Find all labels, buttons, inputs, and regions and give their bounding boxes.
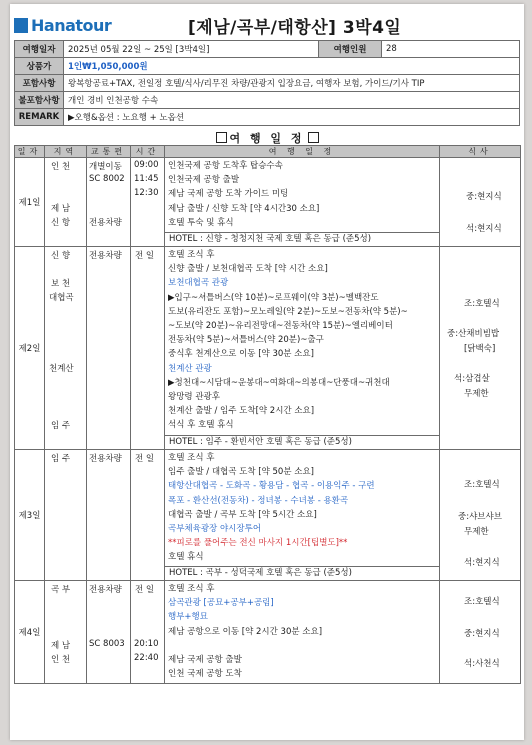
header-transport: 교통편 (87, 146, 131, 158)
remark-value: ▶오행&옵션 : 노요행 + 노옵션 (64, 109, 520, 126)
header-day: 일자 (15, 146, 45, 158)
transport-label: 개별이동 (89, 162, 122, 172)
schedule-cell (165, 450, 440, 567)
meal-label: 조:호텔식 (464, 480, 500, 490)
hotel-info: HOTEL : 임주 - 환빈서안 호텔 혹은 동급 (준5성) (165, 436, 440, 450)
meal-label: 석:현지식 (464, 558, 500, 568)
time-label: 20:10 (134, 639, 159, 649)
meals-cell (440, 158, 521, 247)
meal-label: 중:현지식 (466, 192, 502, 202)
day-row (15, 247, 521, 436)
header-schedule: 여 행 일 정 (165, 146, 440, 158)
time-label: 09:00 (134, 160, 159, 170)
time-label: 12:30 (134, 188, 159, 198)
region-label: 신 향 (51, 251, 71, 261)
schedule-line: 제남 출발 / 신향 도착 [약 4시간30 소요] (168, 203, 320, 214)
day-label: 제4일 (15, 581, 45, 684)
meal-label: 중:산채비빔밥 (447, 329, 500, 339)
schedule-line: 인천 국제 공항 도착 (168, 669, 242, 680)
square-icon (216, 132, 227, 143)
schedule-line: 제남 국제 공항 출발 (168, 654, 242, 665)
schedule-line: 왕망령 관광후 (168, 392, 220, 403)
transport-label: 전용차량 (89, 251, 122, 261)
meal-label: 석:현지식 (466, 224, 502, 234)
square-icon (308, 132, 319, 143)
schedule-line: 석식 후 호텔 휴식 (168, 420, 234, 431)
schedule-line: 호텔 조식 후 (168, 584, 215, 594)
transport-label: 전용차량 (89, 454, 122, 464)
hotel-info: HOTEL : 신향 - 청청지천 국제 호텔 혹은 동급 (준5성) (165, 233, 440, 247)
time-cell (131, 581, 165, 684)
time-cell (131, 247, 165, 450)
transport-label: 전용차량 (89, 218, 122, 228)
meal-label: 무제한 (464, 389, 489, 399)
day-label: 제2일 (15, 247, 45, 450)
schedule-line-highlight: 삼곡관광 [공묘+공부+공림] (168, 598, 274, 609)
header (10, 4, 524, 42)
day-row (15, 450, 521, 567)
schedule-line: 제남 국제 공항 도착 가이드 미팅 (168, 189, 289, 200)
schedule-line: 인천국제 공항 도착후 탑승수속 (168, 161, 283, 171)
region-label: 인 천 (51, 655, 71, 665)
section-title (14, 130, 520, 146)
schedule-line-highlight: 태항산대협곡 - 도화곡 - 황용담 - 협곡 - 이용익주 - 구련 (168, 481, 375, 492)
region-label: 인 천 (51, 162, 71, 172)
remark-label: REMARK (15, 109, 64, 126)
schedule-line: 도보(유리잔도 포함)~모노레일(약 2분)~도보~전동차(약 5분)~ (168, 306, 408, 317)
header-region: 지역 (45, 146, 87, 158)
period-value: 2025년 05월 22일 ~ 25일 [3박4일] (64, 41, 319, 58)
section-title-text: 여 행 일 정 (229, 132, 305, 145)
schedule-line: 신향 출발 / 보천대협곡 도착 [약 시간 소요] (168, 264, 328, 275)
meal-label: 석:삼겹살 (454, 374, 490, 384)
schedule-line: 호텔 조식 후 (168, 453, 215, 463)
region-label: 제 남 (51, 641, 71, 651)
time-label: 전 일 (135, 454, 155, 464)
schedule-line-highlight: 행부+행묘 (168, 612, 208, 623)
itinerary-sheet (10, 4, 524, 740)
region-label: 대협곡 (49, 293, 74, 303)
period-label: 여행일자 (15, 41, 64, 58)
schedule-line-notice: **피로를 풀어주는 전신 마사지 1시간[팁별도]** (168, 538, 348, 549)
day-row (15, 581, 521, 684)
schedule-line: ~도보(약 20분)~유리전망대~전동차(약 15분)~엘리베이터 (168, 321, 393, 332)
itinerary-header-row (15, 146, 521, 158)
include-value: 왕복항공료+TAX, 전일정 호텔/식사/리무진 차량/관광지 입장요금, 여행자 보험, 가이드/기사 TIP (64, 75, 520, 92)
region-cell (45, 247, 87, 450)
meal-label: 무제한 (464, 527, 489, 537)
include-label: 포함사항 (15, 75, 64, 92)
schedule-cell (165, 158, 440, 233)
meal-label: [닭백숙] (464, 344, 496, 354)
header-meals: 식사 (440, 146, 521, 158)
transport-cell (87, 247, 131, 450)
region-label: 신 항 (51, 218, 71, 228)
price-label: 상품가 (15, 58, 64, 75)
schedule-line: 호텔 휴식 (168, 552, 204, 563)
schedule-line-highlight: 천계산 관광 (168, 363, 212, 374)
meals-cell (440, 247, 521, 450)
meal-label: 조:호텔식 (464, 597, 500, 607)
region-label: 제 남 (51, 204, 71, 214)
time-label: 전 일 (135, 251, 155, 261)
transport-label: SC 8003 (89, 639, 125, 649)
time-cell (131, 450, 165, 581)
region-label: 임 주 (51, 421, 71, 431)
region-label: 곡 부 (51, 585, 71, 595)
region-label: 임 주 (51, 454, 71, 464)
header-time: 시간 (131, 146, 165, 158)
schedule-line-highlight: 보천대협곡 관광 (168, 278, 229, 289)
schedule-line: ▶입구~셔틀버스(약 10분)~로프웨이(약 3분)~멜백잔도 (168, 292, 379, 303)
transport-label: 전용차량 (89, 585, 122, 595)
hotel-info: HOTEL : 곡부 - 성덕국제 호텔 혹은 동급 (준5성) (165, 567, 440, 581)
hanatour-logo-icon (14, 18, 28, 33)
time-label: 전 일 (135, 585, 155, 595)
brand-name: Hanatour (31, 16, 112, 35)
schedule-line: 대협곡 출발 / 곡부 도착 [약 5시간 소요] (168, 509, 317, 520)
schedule-line: 호텔 투숙 및 휴식 (168, 217, 234, 228)
meal-label: 석:사천식 (464, 659, 500, 669)
day-label: 제1일 (15, 158, 45, 247)
meal-label: 중:현지식 (464, 629, 500, 639)
meal-label: 중:샤브샤브 (458, 512, 502, 522)
exclude-label: 불포함사항 (15, 92, 64, 109)
meals-cell (440, 450, 521, 581)
schedule-line: 호텔 조식 후 (168, 250, 215, 260)
people-value: 28 (382, 41, 520, 58)
day-label: 제3일 (15, 450, 45, 581)
schedule-line: 전동차(약 5분)~셔틀버스(약 20분)~출구 (168, 335, 324, 346)
schedule-cell (165, 581, 440, 684)
schedule-line: 제남 공항으로 이동 [약 2시간 30분 소요] (168, 626, 323, 637)
transport-cell (87, 450, 131, 581)
time-label: 22:40 (134, 653, 159, 663)
region-label: 천계산 (49, 364, 74, 374)
time-cell (131, 158, 165, 247)
transport-cell (87, 581, 131, 684)
meal-label: 조:호텔식 (464, 299, 500, 309)
schedule-line-highlight: 폭포 - 환산선(전동차) - 정녀봉 - 수녀봉 - 용환곡 (168, 495, 349, 506)
region-cell (45, 581, 87, 684)
schedule-line: 임주 출발 / 대협곡 도착 [약 50분 소요] (168, 467, 314, 478)
day-row (15, 158, 521, 233)
transport-cell (87, 158, 131, 247)
schedule-line: 중식후 천계산으로 이동 [약 30분 소요] (168, 349, 314, 360)
schedule-cell (165, 247, 440, 436)
region-cell (45, 158, 87, 247)
meals-cell (440, 581, 521, 684)
schedule-line: 천계산 출발 / 임주 도착[약 2시간 소요] (168, 406, 315, 417)
region-cell (45, 450, 87, 581)
price-value: 1인₩1,050,000원 (64, 58, 520, 75)
exclude-value: 개인 경비 인천공항 수속 (64, 92, 520, 109)
schedule-line-highlight: 곡부체육광장 야시장투어 (168, 524, 262, 535)
info-table (14, 40, 520, 126)
region-label: 보 천 (51, 279, 71, 289)
time-label: 11:45 (134, 174, 159, 184)
schedule-line-blank (168, 639, 436, 653)
itinerary-table (14, 145, 521, 684)
tour-title: [제남/곡부/태항산] 3박4일 (188, 18, 402, 38)
people-label: 여행인원 (319, 41, 382, 58)
brand-logo (14, 16, 111, 35)
transport-label: SC 8002 (89, 174, 125, 184)
schedule-line: ▶청천대~시담대~운봉대~여화대~의봉대~단풍대~귀천대 (168, 377, 390, 388)
schedule-line: 인천국제 공항 출발 (168, 175, 240, 186)
